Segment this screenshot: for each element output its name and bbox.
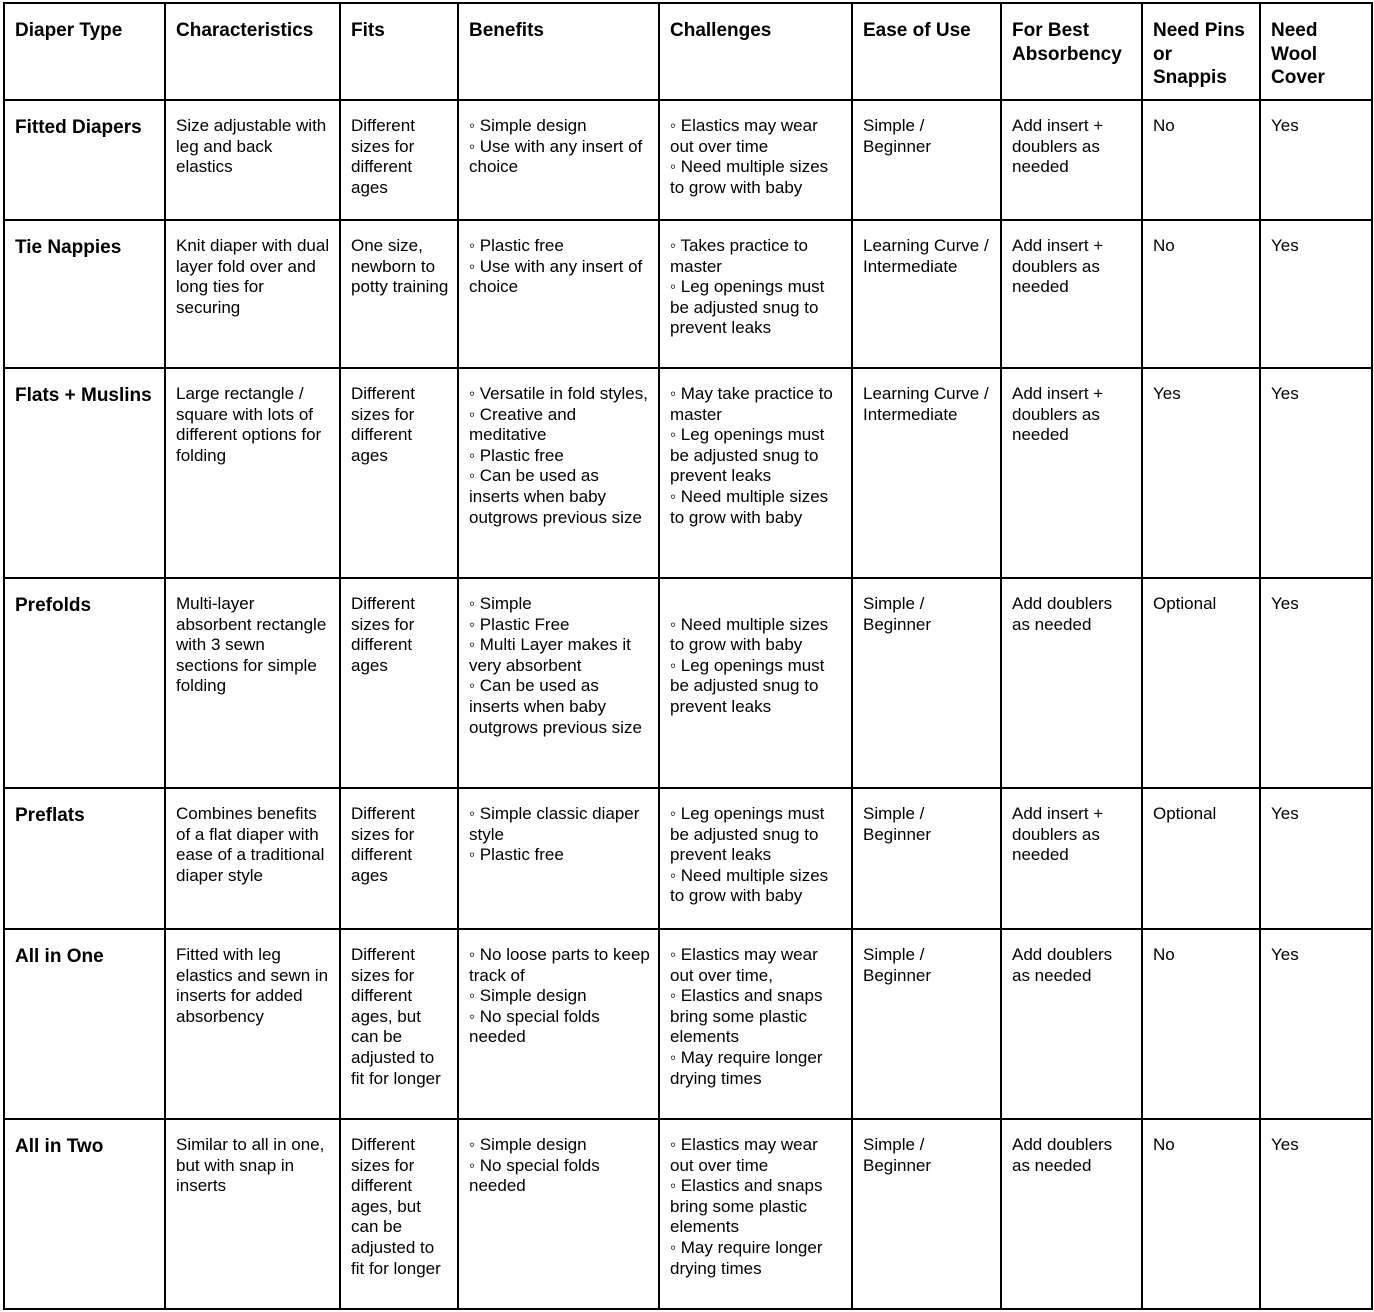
header-best-absorbency: For Best Absorbency <box>1001 3 1142 100</box>
challenges-cell <box>659 1119 852 1309</box>
benefit-item: ◦ Plastic free <box>469 445 564 465</box>
benefit-item: ◦ Simple <box>469 594 532 613</box>
absorbency-cell: Add doublers as needed <box>1001 578 1142 788</box>
fits-cell: Different sizes for different ages <box>340 100 458 220</box>
absorbency-cell: Add insert + doublers as needed <box>1001 788 1142 929</box>
benefit-item: ◦ Simple design <box>469 1135 587 1154</box>
ease-of-use-cell: Learning Curve / Intermediate <box>852 220 1001 368</box>
benefit-item: ◦ Plastic free <box>469 236 564 255</box>
ease-of-use-cell: Simple / Beginner <box>852 1119 1001 1309</box>
benefit-item: ◦ Use with any insert of choice <box>469 136 643 177</box>
challenge-item: ◦ Need multiple sizes to grow with baby <box>670 157 829 197</box>
challenge-item: ◦ Elastics and snaps bring some plastic elements <box>670 1176 823 1237</box>
header-fits: Fits <box>340 3 458 100</box>
benefit-item: ◦ Can be used as inserts when baby outgrows previous size <box>469 676 642 737</box>
benefit-item: ◦ No special folds needed <box>469 1006 600 1047</box>
benefits-cell <box>458 929 659 1119</box>
header-wool-cover: Need Wool Cover <box>1260 3 1372 100</box>
pins-cell: Optional <box>1142 578 1260 788</box>
fits-cell: One size, newborn to potty training <box>340 220 458 368</box>
challenge-item: ◦ May require longer drying times <box>670 1237 823 1278</box>
header-row <box>4 3 1372 100</box>
challenge-item: ◦ Leg openings must be adjusted snug to prevent leaks <box>670 804 825 865</box>
challenge-item: ◦ Elastics and snaps bring some plastic elements <box>670 986 823 1047</box>
benefit-item: ◦ Plastic free <box>469 845 564 865</box>
wool-cover-cell: Yes <box>1260 220 1372 368</box>
pins-cell: No <box>1142 929 1260 1119</box>
diaper-type-cell: Flats + Muslins <box>4 368 165 578</box>
absorbency-cell: Add doublers as needed <box>1001 1119 1142 1309</box>
challenge-item: ◦ Takes practice to master <box>670 236 809 276</box>
challenge-item: ◦ Elastics may wear out over time <box>670 116 818 156</box>
absorbency-cell: Add insert + doublers as needed <box>1001 100 1142 220</box>
table-row <box>4 220 1372 368</box>
ease-of-use-cell: Simple / Beginner <box>852 788 1001 929</box>
header-pins-snappis: Need Pins or Snappis <box>1142 3 1260 100</box>
fits-cell: Different sizes for different ages, but can be adjusted to fit for longer <box>340 1119 458 1309</box>
characteristics-cell: Fitted with leg elastics and sewn in inserts for added absorbency <box>165 929 340 1119</box>
challenges-cell <box>659 220 852 368</box>
header-challenges: Challenges <box>659 3 852 100</box>
challenges-cell <box>659 788 852 929</box>
fits-cell: Different sizes for different ages <box>340 788 458 929</box>
characteristics-cell: Knit diaper with dual layer fold over and long ties for securing <box>165 220 340 368</box>
benefits-cell <box>458 1119 659 1309</box>
challenges-cell <box>659 578 852 788</box>
header-characteristics: Characteristics <box>165 3 340 100</box>
benefits-cell <box>458 578 659 788</box>
challenge-item: ◦ Leg openings must be adjusted snug to prevent leaks <box>670 277 825 338</box>
benefit-item: ◦ Simple design <box>469 986 587 1006</box>
challenge-item: ◦ Elastics may wear out over time <box>670 1135 818 1175</box>
benefit-item: ◦ Simple design <box>469 116 587 135</box>
benefit-item: ◦ Versatile in fold styles, <box>469 384 648 403</box>
challenges-cell <box>659 929 852 1119</box>
ease-of-use-cell: Simple / Beginner <box>852 578 1001 788</box>
ease-of-use-cell: Simple / Beginner <box>852 100 1001 220</box>
wool-cover-cell: Yes <box>1260 1119 1372 1309</box>
challenge-item: ◦ Leg openings must be adjusted snug to prevent leaks <box>670 655 825 716</box>
wool-cover-cell: Yes <box>1260 788 1372 929</box>
diaper-type-cell: Preflats <box>4 788 165 929</box>
pins-cell: Optional <box>1142 788 1260 929</box>
challenge-item: ◦ Elastics may wear out over time, <box>670 945 818 985</box>
wool-cover-cell: Yes <box>1260 578 1372 788</box>
diaper-comparison-table <box>3 2 1373 1310</box>
ease-of-use-cell: Learning Curve / Intermediate <box>852 368 1001 578</box>
characteristics-cell: Large rectangle / square with lots of different options for folding <box>165 368 340 578</box>
table-row <box>4 368 1372 578</box>
wool-cover-cell: Yes <box>1260 100 1372 220</box>
table-row <box>4 100 1372 220</box>
benefit-item: ◦ Creative and meditative <box>469 404 577 445</box>
benefit-item: ◦ Can be used as inserts when baby outgrows previous size <box>469 466 642 527</box>
absorbency-cell: Add insert + doublers as needed <box>1001 368 1142 578</box>
diaper-type-cell: Tie Nappies <box>4 220 165 368</box>
table-row <box>4 929 1372 1119</box>
diaper-type-cell: All in One <box>4 929 165 1119</box>
benefit-item: ◦ Plastic Free <box>469 614 570 634</box>
benefits-cell <box>458 220 659 368</box>
pins-cell: Yes <box>1142 368 1260 578</box>
benefits-cell <box>458 100 659 220</box>
characteristics-cell: Combines benefits of a flat diaper with ease of a traditional diaper style <box>165 788 340 929</box>
challenge-item: ◦ Need multiple sizes to grow with baby <box>670 865 829 906</box>
ease-of-use-cell: Simple / Beginner <box>852 929 1001 1119</box>
fits-cell: Different sizes for different ages <box>340 578 458 788</box>
challenge-item: ◦ Need multiple sizes to grow with baby <box>670 614 829 655</box>
table-row <box>4 788 1372 929</box>
benefits-cell <box>458 788 659 929</box>
characteristics-cell: Size adjustable with leg and back elastics <box>165 100 340 220</box>
challenges-cell <box>659 368 852 578</box>
challenge-item: ◦ Need multiple sizes to grow with baby <box>670 486 829 527</box>
characteristics-cell: Similar to all in one, but with snap in inserts <box>165 1119 340 1309</box>
benefit-item: ◦ No special folds needed <box>469 1155 600 1196</box>
header-ease-of-use: Ease of Use <box>852 3 1001 100</box>
challenge-item: ◦ Leg openings must be adjusted snug to prevent leaks <box>670 425 825 486</box>
wool-cover-cell: Yes <box>1260 368 1372 578</box>
challenge-item: ◦ May take practice to master <box>670 384 833 424</box>
wool-cover-cell: Yes <box>1260 929 1372 1119</box>
diaper-type-cell: Prefolds <box>4 578 165 788</box>
table-row <box>4 578 1372 788</box>
pins-cell: No <box>1142 220 1260 368</box>
diaper-type-cell: Fitted Diapers <box>4 100 165 220</box>
pins-cell: No <box>1142 1119 1260 1309</box>
benefit-item: ◦ Simple classic diaper style <box>469 804 640 844</box>
absorbency-cell: Add doublers as needed <box>1001 929 1142 1119</box>
diaper-type-cell: All in Two <box>4 1119 165 1309</box>
header-benefits: Benefits <box>458 3 659 100</box>
fits-cell: Different sizes for different ages, but can be adjusted to fit for longer <box>340 929 458 1119</box>
absorbency-cell: Add insert + doublers as needed <box>1001 220 1142 368</box>
table-row <box>4 1119 1372 1309</box>
benefit-item: ◦ No loose parts to keep track of <box>469 945 650 985</box>
header-diaper-type: Diaper Type <box>4 3 165 100</box>
challenge-item: ◦ May require longer drying times <box>670 1047 823 1088</box>
fits-cell: Different sizes for different ages <box>340 368 458 578</box>
challenges-cell <box>659 100 852 220</box>
benefits-cell <box>458 368 659 578</box>
pins-cell: No <box>1142 100 1260 220</box>
benefit-item: ◦ Multi Layer makes it very absorbent <box>469 635 631 675</box>
benefit-item: ◦ Use with any insert of choice <box>469 256 643 297</box>
characteristics-cell: Multi-layer absorbent rectangle with 3 sewn sections for simple folding <box>165 578 340 788</box>
